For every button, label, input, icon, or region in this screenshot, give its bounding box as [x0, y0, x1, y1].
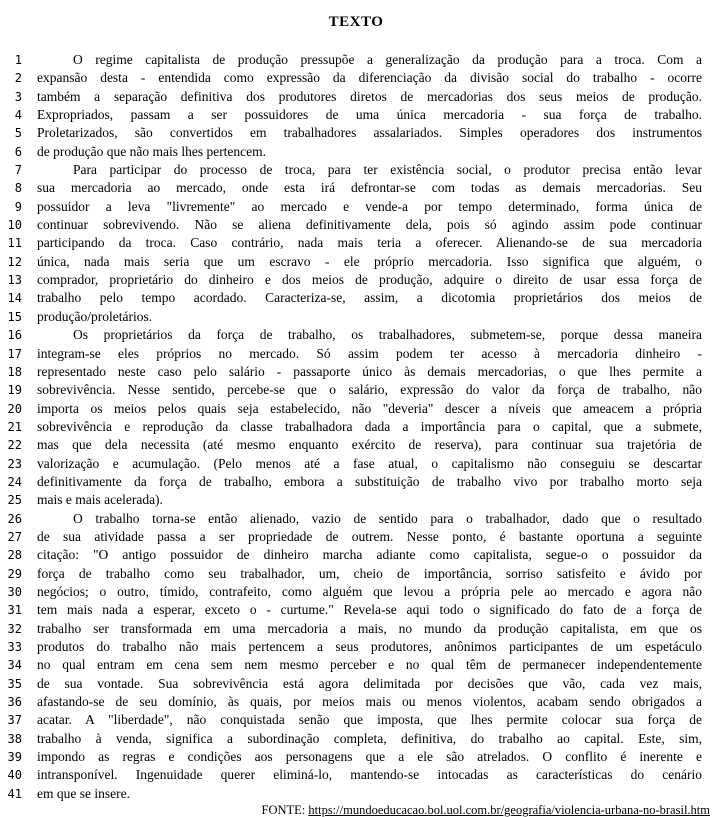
- line-number: 24: [7, 474, 22, 489]
- text-line: [0, 216, 712, 234]
- line-text: definitivamente da força de trabalho, embora a substituição de trabalho vivo por trabalho morto seja: [37, 473, 702, 489]
- line-text: também a separação definitiva dos produtores diretos de mercadorias dos seus meios de produção.: [37, 88, 702, 104]
- line-text: possuidor a leva "livremente" ao mercado e vende-a por tempo determinado, forma única de: [37, 198, 702, 214]
- line-text: negócios; o outro, tímido, contrafeito, como alguém que levou a própria pele ao mercado e agora não: [37, 583, 702, 599]
- line-text: expansão desta - entendida como expressão da diferenciação da divisão social do trabalho - ocorre: [37, 70, 702, 86]
- text-line: [0, 473, 712, 491]
- line-number: 15: [7, 309, 22, 324]
- source-label: FONTE:: [261, 803, 309, 817]
- text-line: [0, 766, 712, 784]
- line-number: 30: [7, 584, 22, 599]
- source-line: [0, 804, 712, 817]
- line-number: 38: [7, 731, 22, 746]
- line-number: 31: [7, 603, 22, 618]
- text-line: [0, 143, 712, 161]
- line-text: produção/proletários.: [37, 308, 153, 324]
- text-line: [0, 161, 712, 179]
- text-line: [0, 528, 712, 546]
- line-text: participando da troca. Caso contrário, nada mais teria a oferecer. Alienando-se de sua mercadoria: [37, 235, 702, 251]
- line-text: representado neste caso pelo salário - passaporte único às demais mercadorias, o que lhes permite a: [37, 363, 702, 379]
- line-text: trabalho pelo tempo acordado. Caracteriza-se, assim, a dicotomia proprietários dos meios de: [37, 290, 702, 306]
- line-text: em que se insere.: [37, 785, 130, 801]
- line-number: 41: [7, 786, 22, 801]
- line-number: 13: [7, 273, 22, 288]
- text-line: [0, 198, 712, 216]
- text-line: [0, 785, 712, 803]
- line-number: 17: [7, 346, 22, 361]
- line-number: 36: [7, 695, 22, 710]
- line-text: de sua vontade. Sua sobrevivência está agora delimitada por decisões que vão, cada vez mais,: [37, 675, 702, 691]
- text-line: [0, 675, 712, 693]
- line-number: 25: [7, 493, 22, 508]
- line-text: de produção que não mais lhes pertencem.: [37, 143, 267, 159]
- text-line: [0, 51, 712, 69]
- text-line: [0, 510, 712, 528]
- line-number: 1: [14, 53, 22, 67]
- line-number: 37: [7, 713, 22, 728]
- line-number: 12: [7, 254, 22, 269]
- line-number: 26: [7, 511, 22, 526]
- line-text: continuar sobrevivendo. Não se aliena definitivamente dela, pois só agindo assim pode continuar: [37, 217, 702, 233]
- text-line: [0, 326, 712, 344]
- text-line: [0, 583, 712, 601]
- line-number: 32: [7, 621, 22, 636]
- text-line: [0, 711, 712, 729]
- line-text: impondo as regras e condições aos personagens que a ele são atrelados. O conflito é inerente e: [37, 749, 702, 765]
- line-number: 7: [14, 163, 22, 178]
- line-number: 39: [7, 750, 22, 765]
- text-body: [0, 51, 712, 803]
- text-line: [0, 289, 712, 307]
- line-text: no qual entram em cena sem nem mesmo perceber e no qual têm de permanecer independentemente: [37, 657, 702, 673]
- line-number: 16: [7, 328, 22, 343]
- line-text: Expropriados, passam a ser possuidores de uma única mercadoria - sua força de trabalho.: [37, 107, 702, 123]
- text-line: [0, 620, 712, 638]
- line-text: O trabalho torna-se então alienado, vazio de sentido para o trabalhador, dado que o resultado: [73, 510, 702, 526]
- line-text: O regime capitalista de produção pressupõe a generalização da produção para a troca. Com a: [73, 52, 702, 67]
- line-number: 4: [14, 108, 22, 123]
- line-text: Os proprietários da força de trabalho, os trabalhadores, submetem-se, porque dessa maneira: [73, 327, 702, 343]
- line-text: acatar. A "liberdade", não conquistada senão que imposta, que lhes permite colocar sua força de: [37, 712, 702, 728]
- text-line: [0, 363, 712, 381]
- line-text: mais e mais acelerada).: [37, 492, 163, 508]
- text-line: [0, 693, 712, 711]
- text-line: [0, 88, 712, 106]
- line-text: mas que dela necessita (até mesmo enquanto exército de reserva), para continuar sua trajetória de: [37, 437, 702, 453]
- line-number: 28: [7, 548, 22, 563]
- line-text: produtos do trabalho não mais pertencem a seus produtores, anônimos participantes de um espetáculo: [37, 639, 702, 654]
- source-link[interactable]: https://mundoeducacao.bol.uol.com.br/geografia/violencia-urbana-no-brasil.htm: [308, 803, 710, 817]
- line-number: 29: [7, 566, 22, 581]
- text-line: [0, 565, 712, 583]
- page-title: TEXTO: [328, 14, 384, 30]
- line-text: sua mercadoria ao mercado, onde esta irá defrontar-se com todas as demais mercadorias. Seu: [37, 180, 702, 196]
- text-line: [0, 400, 712, 418]
- line-text: sobrevivência. Nesse sentido, percebe-se que o salário, expressão do valor da força de trabalho, não: [37, 382, 702, 398]
- line-text: comprador, proprietário do dinheiro e dos meios de produção, adquire o direito de usar essa força de: [37, 272, 702, 288]
- line-number: 18: [7, 364, 22, 379]
- line-number: 9: [14, 199, 22, 214]
- line-number: 23: [7, 456, 22, 471]
- line-text: Para participar do processo de troca, para ter existência social, o produtor precisa então levar: [73, 162, 702, 178]
- line-text: integram-se eles próprios no mercado. Só assim podem ter acesso à mercadoria dinheiro -: [37, 345, 702, 361]
- line-number: 21: [7, 419, 22, 434]
- line-text: tem mais nada a esperar, exceto o - curtume." Revela-se aqui todo o significado do fato de a força de: [37, 602, 702, 618]
- line-number: 33: [7, 640, 22, 654]
- line-number: 14: [7, 291, 22, 306]
- line-number: 20: [7, 401, 22, 416]
- text-line: [0, 730, 712, 748]
- line-text: importa os meios pelos quais seja estabelecido, não "deveria" descer a níveis que ameacem a própria: [37, 400, 702, 416]
- line-number: 35: [7, 676, 22, 691]
- line-text: afastando-se de seu domínio, às quais, por meios mais ou menos violentos, acabam sendo obrigados a: [37, 694, 702, 710]
- line-number: 11: [7, 236, 22, 251]
- text-line: [0, 436, 712, 454]
- line-number: 10: [7, 218, 22, 233]
- text-line: [0, 345, 712, 363]
- text-line: [0, 179, 712, 197]
- line-text: única, nada mais seria que um escravo - ele próprio mercadoria. Isso significa que alguém, o: [37, 253, 702, 269]
- line-number: 19: [7, 383, 22, 398]
- text-line: [0, 308, 712, 326]
- text-line: [0, 124, 712, 142]
- text-line: [0, 106, 712, 124]
- line-number: 5: [14, 126, 22, 141]
- text-line: [0, 418, 712, 436]
- line-text: sobrevivência e reprodução da classe trabalhadora dada a importância para o capital, que a submete,: [37, 418, 702, 434]
- line-number: 8: [14, 181, 22, 196]
- text-line: [0, 234, 712, 252]
- text-line: [0, 656, 712, 674]
- line-number: 6: [14, 144, 22, 159]
- line-text: intransponível. Ingenuidade querer eliminá-lo, mantendo-se intocadas as características do cenário: [37, 767, 702, 783]
- line-number: 3: [14, 89, 22, 104]
- text-line: [0, 638, 712, 656]
- text-line: [0, 491, 712, 509]
- line-number: 2: [14, 71, 22, 86]
- line-number: 22: [7, 438, 22, 453]
- text-line: [0, 601, 712, 619]
- text-line: [0, 748, 712, 766]
- line-number: 27: [7, 529, 22, 544]
- line-text: de sua atividade passa a ser propriedade de outrem. Nesse ponto, é bastante oportuna a seguinte: [37, 528, 702, 544]
- text-line: [0, 381, 712, 399]
- line-text: trabalho ser transformada em uma mercadoria a mais, no mundo da produção capitalista, em que os: [37, 620, 702, 636]
- line-text: Proletarizados, são convertidos em trabalhadores assalariados. Simples operadores dos instrumentos: [37, 125, 702, 141]
- text-line: [0, 271, 712, 289]
- line-text: trabalho à venda, significa a subordinação completa, definitiva, do trabalho ao capital. Este, sim,: [37, 730, 702, 746]
- text-line: [0, 546, 712, 564]
- line-text: valorização e acumulação. (Pelo menos até a fase atual, o capitalismo não conseguiu se descartar: [37, 455, 702, 471]
- text-line: [0, 455, 712, 473]
- text-line: [0, 253, 712, 271]
- line-text: citação: "O antigo possuidor de dinheiro marcha adiante como capitalista, segue-o o possuidor da: [37, 547, 702, 563]
- line-number: 34: [7, 658, 22, 673]
- line-number: 40: [7, 768, 22, 783]
- text-line: [0, 69, 712, 87]
- line-text: força de trabalho como seu trabalhador, um, cheio de importância, sorriso satisfeito e ávido por: [37, 565, 702, 581]
